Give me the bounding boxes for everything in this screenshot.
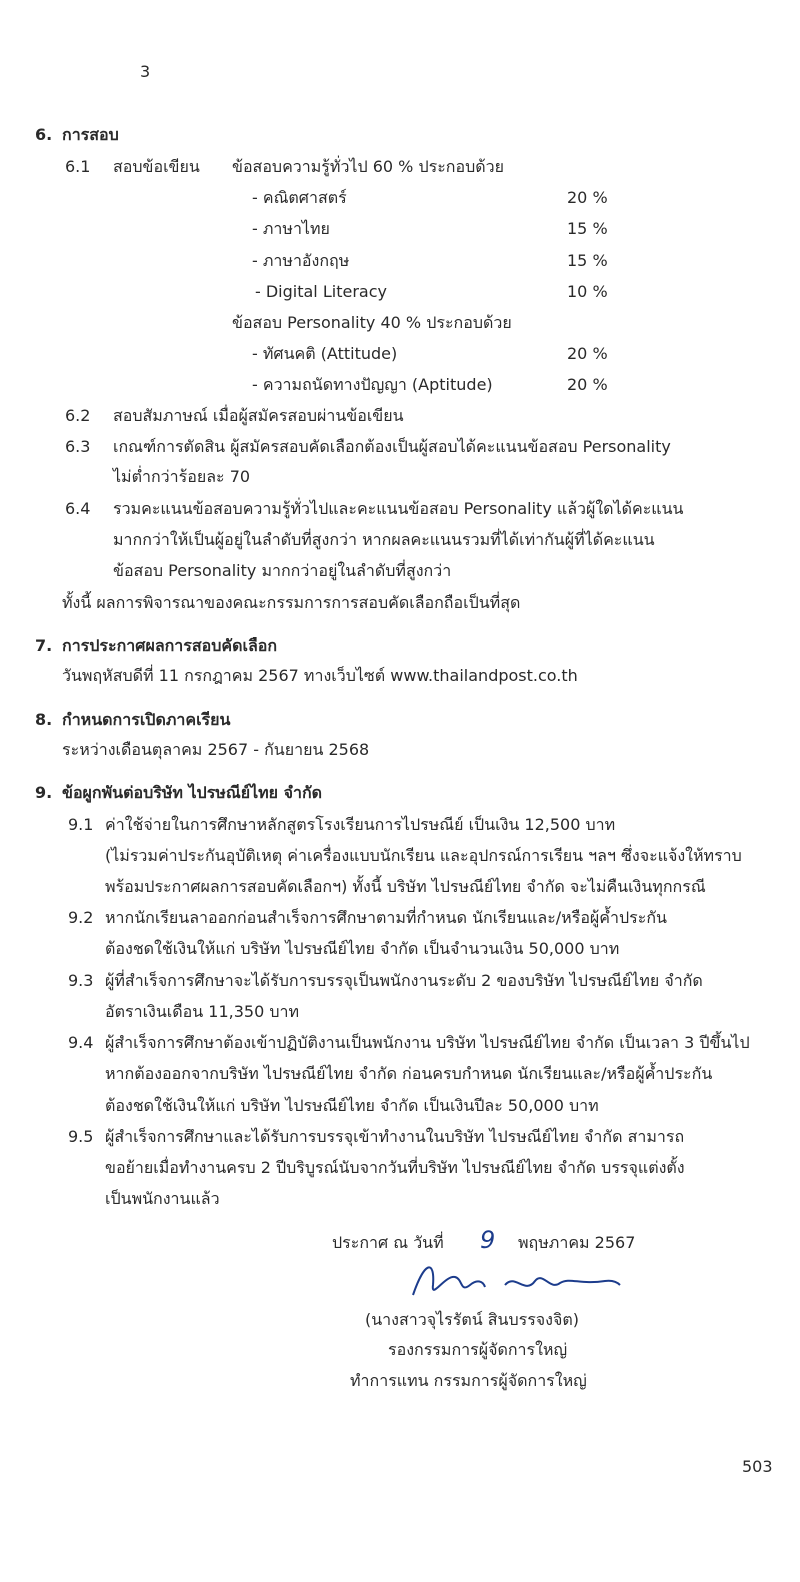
s93-text: อัตราเงินเดือน 11,350 บาท	[105, 1002, 300, 1021]
exam-item-pct: 20 %	[567, 375, 608, 394]
exam-item: - ภาษาไทย	[252, 219, 330, 238]
s95-text: เป็นพนักงานแล้ว	[105, 1189, 220, 1208]
section-6-number: 6.	[35, 125, 53, 144]
section-8-text: ระหว่างเดือนตุลาคม 2567 - กันยายน 2568	[62, 740, 370, 759]
s94-text: ต้องชดใช้เงินให้แก่ บริษัท ไปรษณีย์ไทย จำกัด เป็นเงินปีละ 50,000 บาท	[105, 1096, 599, 1115]
s95-text: ขอย้ายเมื่อทำงานครบ 2 ปีบริบูรณ์นับจากวันที่บริษัท ไปรษณีย์ไทย จำกัด บรรจุแต่งตั้ง	[105, 1158, 685, 1177]
page-number-top: 3	[140, 62, 151, 81]
s64-text: ข้อสอบ Personality มากกว่าอยู่ในลำดับที่สูงกว่า	[113, 561, 452, 580]
announce-date-suffix: พฤษภาคม 2567	[518, 1233, 636, 1252]
signer-name: (นางสาวจุไรรัตน์ สินบรรจงจิต)	[365, 1310, 579, 1329]
s95-text: ผู้สำเร็จการศึกษาและได้รับการบรรจุเข้าทำงานในบริษัท ไปรษณีย์ไทย จำกัด สามารถ	[105, 1127, 685, 1146]
s62-text: สอบสัมภาษณ์ เมื่อผู้สมัครสอบผ่านข้อเขียน	[113, 406, 404, 425]
section-6-title: การสอบ	[62, 125, 119, 144]
signature	[405, 1255, 625, 1305]
s92-text: ต้องชดใช้เงินให้แก่ บริษัท ไปรษณีย์ไทย จำกัด เป็นจำนวนเงิน 50,000 บาท	[105, 939, 620, 958]
section-7-number: 7.	[35, 636, 53, 655]
s91-text: ค่าใช้จ่ายในการศึกษาหลักสูตรโรงเรียนการไปรษณีย์ เป็นเงิน 12,500 บาท	[105, 815, 616, 834]
s63-text: ไม่ต่ำกว่าร้อยละ 70	[113, 467, 251, 486]
s91-text: (ไม่รวมค่าประกันอุบัติเหตุ ค่าเครื่องแบบนักเรียน และอุปกรณ์การเรียน ฯลฯ ซึ่งจะแจ้งให้ทราบ	[105, 846, 742, 865]
s93-text: ผู้ที่สำเร็จการศึกษาจะได้รับการบรรจุเป็นพนักงานระดับ 2 ของบริษัท ไปรษณีย์ไทย จำกัด	[105, 971, 703, 990]
announce-date-prefix: ประกาศ ณ วันที่	[332, 1233, 444, 1252]
s63-text: เกณฑ์การตัดสิน ผู้สมัครสอบคัดเลือกต้องเป็นผู้สอบได้คะแนนข้อสอบ Personality	[113, 437, 671, 456]
exam-item: - ทัศนคติ (Attitude)	[252, 344, 398, 363]
exam-item-pct: 20 %	[567, 188, 608, 207]
personality-header: ข้อสอบ Personality 40 % ประกอบด้วย	[232, 313, 512, 332]
section-6-note: ทั้งนี้ ผลการพิจารณาของคณะกรรมการการสอบคัดเลือกถือเป็นที่สุด	[62, 593, 521, 612]
section-7-title: การประกาศผลการสอบคัดเลือก	[62, 636, 278, 655]
s64-text: รวมคะแนนข้อสอบความรู้ทั่วไปและคะแนนข้อสอบ Personality แล้วผู้ใดได้คะแนน	[113, 499, 684, 518]
section-9-number: 9.	[35, 783, 53, 802]
s91-text: พร้อมประกาศผลการสอบคัดเลือกฯ) ทั้งนี้ บริษัท ไปรษณีย์ไทย จำกัด จะไม่คืนเงินทุกกรณี	[105, 877, 706, 896]
exam-item: - ความถนัดทางปัญญา (Aptitude)	[252, 375, 493, 394]
s94-number: 9.4	[68, 1033, 94, 1052]
s94-text: ผู้สำเร็จการศึกษาต้องเข้าปฏิบัติงานเป็นพนักงาน บริษัท ไปรษณีย์ไทย จำกัด เป็นเวลา 3 ปีขึ้นไป	[105, 1033, 750, 1052]
section-8-title: กำหนดการเปิดภาคเรียน	[62, 710, 231, 729]
announce-date-day: 9	[480, 1226, 496, 1254]
s92-text: หากนักเรียนลาออกก่อนสำเร็จการศึกษาตามที่กำหนด นักเรียนและ/หรือผู้ค้ำประกัน	[105, 908, 667, 927]
exam-item-pct: 15 %	[567, 219, 608, 238]
s63-number: 6.3	[65, 437, 91, 456]
exam-item-pct: 10 %	[567, 282, 608, 301]
section-9-title: ข้อผูกพันต่อบริษัท ไปรษณีย์ไทย จำกัด	[62, 783, 323, 802]
s64-number: 6.4	[65, 499, 91, 518]
section-7-text: วันพฤหัสบดีที่ 11 กรกฎาคม 2567 ทางเว็บไซต์ www.thailandpost.co.th	[62, 666, 578, 685]
s64-text: มากกว่าให้เป็นผู้อยู่ในลำดับที่สูงกว่า หากผลคะแนนรวมที่ได้เท่ากันผู้ที่ได้คะแนน	[113, 530, 655, 549]
signer-acting: ทำการแทน กรรมการผู้จัดการใหญ่	[350, 1371, 587, 1390]
exam-item: - ภาษาอังกฤษ	[252, 251, 350, 270]
s61-number: 6.1	[65, 157, 91, 176]
s94-text: หากต้องออกจากบริษัท ไปรษณีย์ไทย จำกัด ก่อนครบกำหนด นักเรียนและ/หรือผู้ค้ำประกัน	[105, 1064, 713, 1083]
exam-item: - คณิตศาสตร์	[252, 188, 347, 207]
section-8-number: 8.	[35, 710, 53, 729]
s61-label: สอบข้อเขียน	[113, 157, 200, 176]
exam-item-pct: 15 %	[567, 251, 608, 270]
exam-item: - Digital Literacy	[255, 282, 387, 301]
s61-general: ข้อสอบความรู้ทั่วไป 60 % ประกอบด้วย	[232, 157, 504, 176]
s92-number: 9.2	[68, 908, 94, 927]
page-number-bottom: 503	[742, 1457, 773, 1476]
s91-number: 9.1	[68, 815, 94, 834]
exam-item-pct: 20 %	[567, 344, 608, 363]
signer-position: รองกรรมการผู้จัดการใหญ่	[388, 1340, 568, 1359]
s62-number: 6.2	[65, 406, 91, 425]
s93-number: 9.3	[68, 971, 94, 990]
s95-number: 9.5	[68, 1127, 94, 1146]
